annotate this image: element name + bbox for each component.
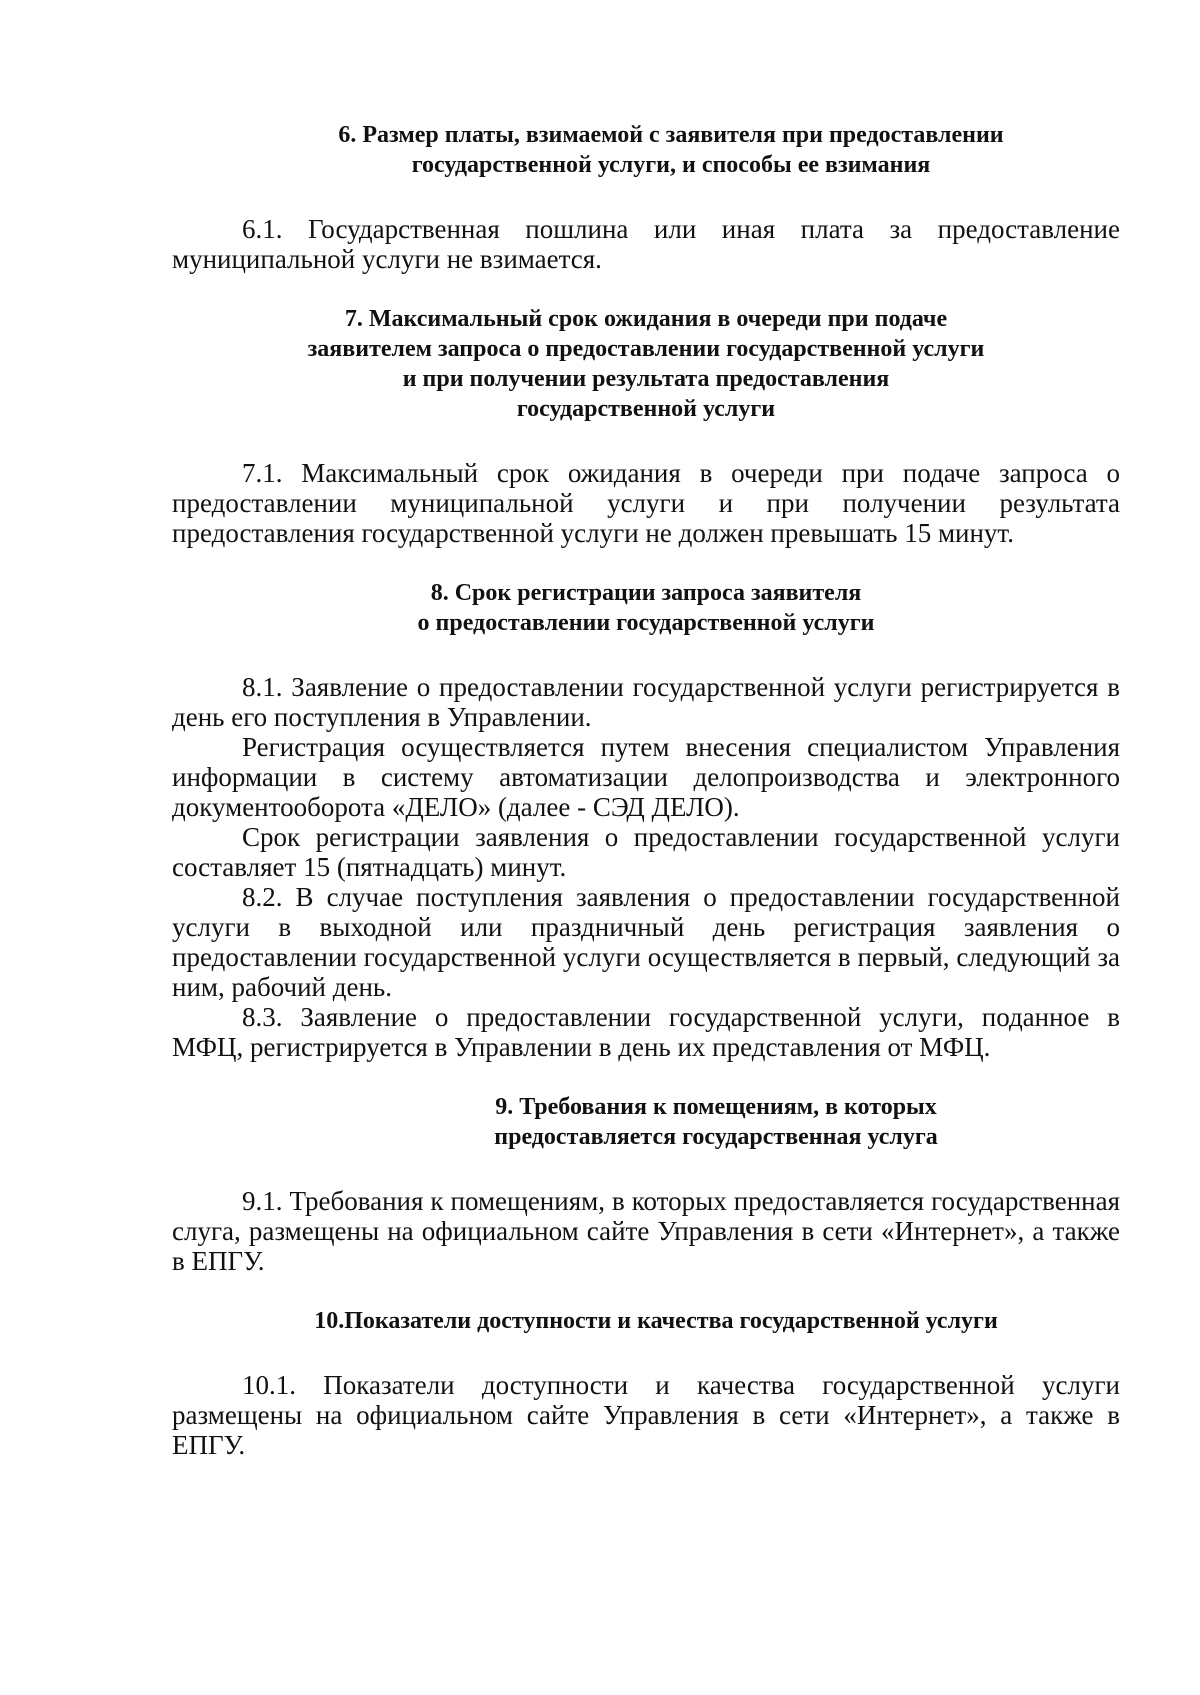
heading-line: 10.Показатели доступности и качества государственной услуги xyxy=(314,1308,998,1334)
paragraph: 8.3. Заявление о предоставлении государственной услуги, поданное в МФЦ, регистрируется в Управлении в день их представления от МФЦ. xyxy=(172,1002,1120,1062)
paragraph: 7.1. Максимальный срок ожидания в очереди при подаче запроса о предоставлении муниципальной услуги и при получении результата предоставления государственной услуги не должен превышать 15 минут. xyxy=(172,458,1120,548)
heading-line: 7. Максимальный срок ожидания в очереди при подаче xyxy=(344,306,948,332)
section-7 xyxy=(172,304,1120,548)
section-heading xyxy=(172,304,1120,424)
section-heading xyxy=(312,1092,1120,1152)
heading-line: 8. Срок регистрации запроса заявителя xyxy=(430,580,862,606)
section-6 xyxy=(172,120,1120,274)
heading-line: предоставляется государственная услуга xyxy=(494,1124,938,1150)
heading-line: заявителем запроса о предоставлении государственной услуги xyxy=(307,336,985,362)
heading-line: государственной услуги xyxy=(516,396,776,422)
section-9 xyxy=(172,1092,1120,1276)
paragraph: 6.1. Государственная пошлина или иная плата за предоставление муниципальной услуги не взимается. xyxy=(172,214,1120,274)
heading-line: 9. Требования к помещениям, в которых xyxy=(495,1094,937,1120)
section-10 xyxy=(172,1306,1120,1460)
document-page xyxy=(172,120,1120,1460)
paragraph: 10.1. Показатели доступности и качества государственной услуги размещены на официальном сайте Управления в сети «Интернет», а также в ЕПГУ. xyxy=(172,1370,1120,1460)
section-heading xyxy=(222,120,1120,180)
paragraph: 8.1. Заявление о предоставлении государственной услуги регистрируется в день его поступления в Управлении. xyxy=(172,672,1120,732)
section-heading xyxy=(192,1306,1120,1336)
section-8 xyxy=(172,578,1120,1062)
heading-line: и при получении результата предоставления xyxy=(402,366,890,392)
section-heading xyxy=(172,578,1120,638)
heading-line: о предоставлении государственной услуги xyxy=(417,610,875,636)
heading-line: государственной услуги, и способы ее взимания xyxy=(411,152,931,178)
heading-line: 6. Размер платы, взимаемой с заявителя при предоставлении xyxy=(338,122,1004,148)
paragraph: 8.2. В случае поступления заявления о предоставлении государственной услуги в выходной или праздничный день регистрация заявления о предоставлении государственной услуги осуществляется в первый, следующий за ним, рабочий день. xyxy=(172,882,1120,1002)
paragraph: Срок регистрации заявления о предоставлении государственной услуги составляет 15 (пятнадцать) минут. xyxy=(172,822,1120,882)
paragraph: Регистрация осуществляется путем внесения специалистом Управления информации в систему автоматизации делопроизводства и электронного документооборота «ДЕЛО» (далее - СЭД ДЕЛО). xyxy=(172,732,1120,822)
paragraph: 9.1. Требования к помещениям, в которых предоставляется государственная слуга, размещены на официальном сайте Управления в сети «Интернет», а также в ЕПГУ. xyxy=(172,1186,1120,1276)
